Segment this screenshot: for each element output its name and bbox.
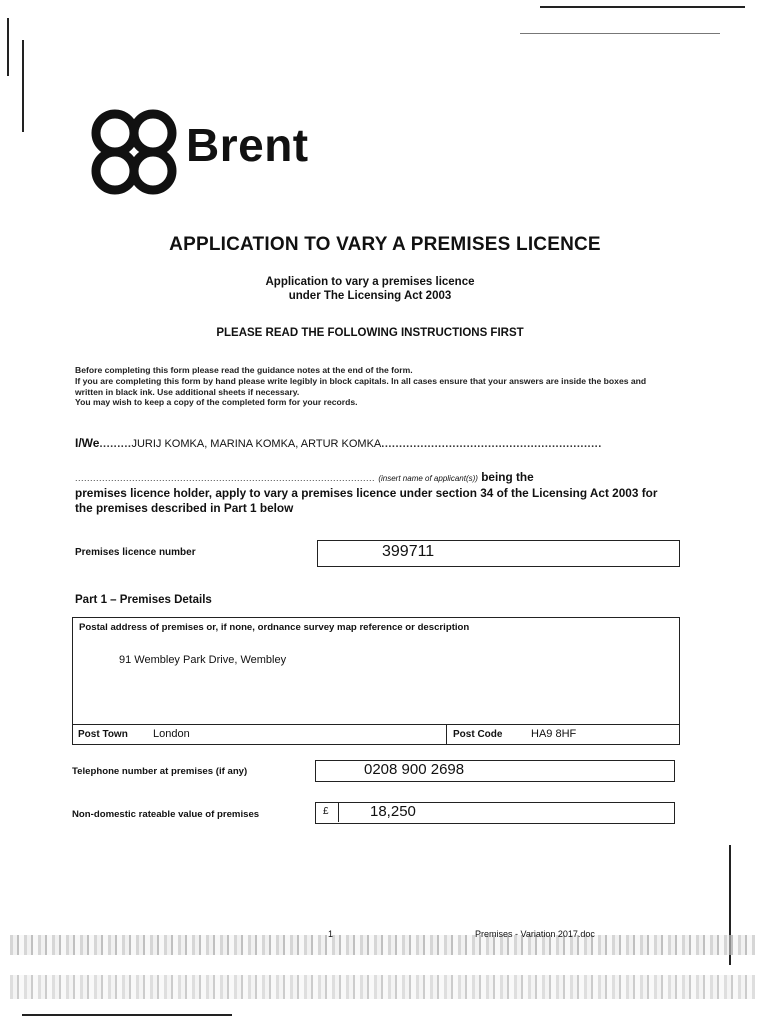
- post-town-label: Post Town: [78, 729, 128, 740]
- currency-symbol: £: [323, 806, 329, 817]
- brent-logo-icon: [86, 104, 182, 200]
- post-town-field[interactable]: London: [153, 728, 190, 740]
- telephone-label: Telephone number at premises (if any): [72, 766, 248, 777]
- scan-edge-line: [22, 40, 24, 132]
- rateable-value: 18,250: [370, 803, 416, 820]
- telephone-value: 0208 900 2698: [364, 761, 465, 778]
- insert-name-note: (insert name of applicant(s)): [378, 474, 478, 483]
- scan-noise-band: [10, 975, 755, 999]
- address-label: Postal address of premises or, if none, ordnance survey map reference or description: [79, 622, 470, 633]
- address-field[interactable]: 91 Wembley Park Drive, Wembley: [119, 654, 287, 666]
- subtitle-line-2: under The Licensing Act 2003: [288, 290, 452, 302]
- being-the-text: being the: [481, 470, 534, 484]
- licence-number-value: 399711: [382, 543, 435, 560]
- address-divider: [73, 724, 679, 725]
- brand-name: Brent: [186, 119, 309, 171]
- page-title: APPLICATION TO VARY A PREMISES LICENCE: [169, 234, 601, 255]
- scan-edge-line: [7, 18, 9, 76]
- applicant-prefix: I/We: [75, 436, 100, 450]
- scan-noise-band: [10, 935, 755, 955]
- licence-number-field[interactable]: [317, 540, 680, 567]
- applicant-line: I/We.........JURIJ KOMKA, MARINA KOMKA, ARTUR KOMKA..............................................................: [75, 436, 602, 450]
- scan-edge-line: [520, 33, 720, 34]
- licence-number-label: Premises licence number: [75, 547, 196, 558]
- page-number: 1: [328, 929, 334, 939]
- rateable-value-field[interactable]: [315, 802, 675, 824]
- rateable-value-label: Non-domestic rateable value of premises: [72, 809, 260, 820]
- subtitle-line-1: Application to vary a premises licence: [265, 276, 475, 288]
- holder-statement-text: premises licence holder, apply to vary a premises licence under section 34 of the Licensing Act 2003 for the premises described in Part 1 below: [75, 486, 658, 515]
- instruction-line: You may wish to keep a copy of the completed form for your records.: [75, 397, 358, 408]
- applicant-names-field[interactable]: JURIJ KOMKA, MARINA KOMKA, ARTUR KOMKA: [131, 438, 382, 450]
- telephone-field[interactable]: [315, 760, 675, 782]
- holder-statement: .................................................................................................... (insert name of applicant(s)) being the premises licence holder, apply to vary a premises licence under section 34 of the Licensing Act 2003 for the premises described in Part 1 below: [75, 470, 658, 515]
- postcode-divider: [446, 724, 447, 744]
- footer-file-name: Premises - Variation 2017.doc: [475, 929, 595, 939]
- instruction-line: Before completing this form please read the guidance notes at the end of the form.: [75, 365, 413, 375]
- post-code-field[interactable]: HA9 8HF: [531, 728, 577, 740]
- instructions-block: [75, 365, 675, 408]
- instruction-line: If you are completing this form by hand please write legibly in block capitals. In all cases ensure that your answers are inside the boxes and written in black ink. Use additional sheets if necessary.: [75, 375, 647, 397]
- post-code-label: Post Code: [453, 729, 503, 740]
- scan-edge-line: [22, 1014, 232, 1016]
- scan-edge-line: [540, 6, 745, 8]
- premises-address-box: [72, 617, 680, 745]
- part-1-title: Part 1 – Premises Details: [75, 594, 212, 606]
- instructions-heading: PLEASE READ THE FOLLOWING INSTRUCTIONS FIRST: [216, 327, 524, 339]
